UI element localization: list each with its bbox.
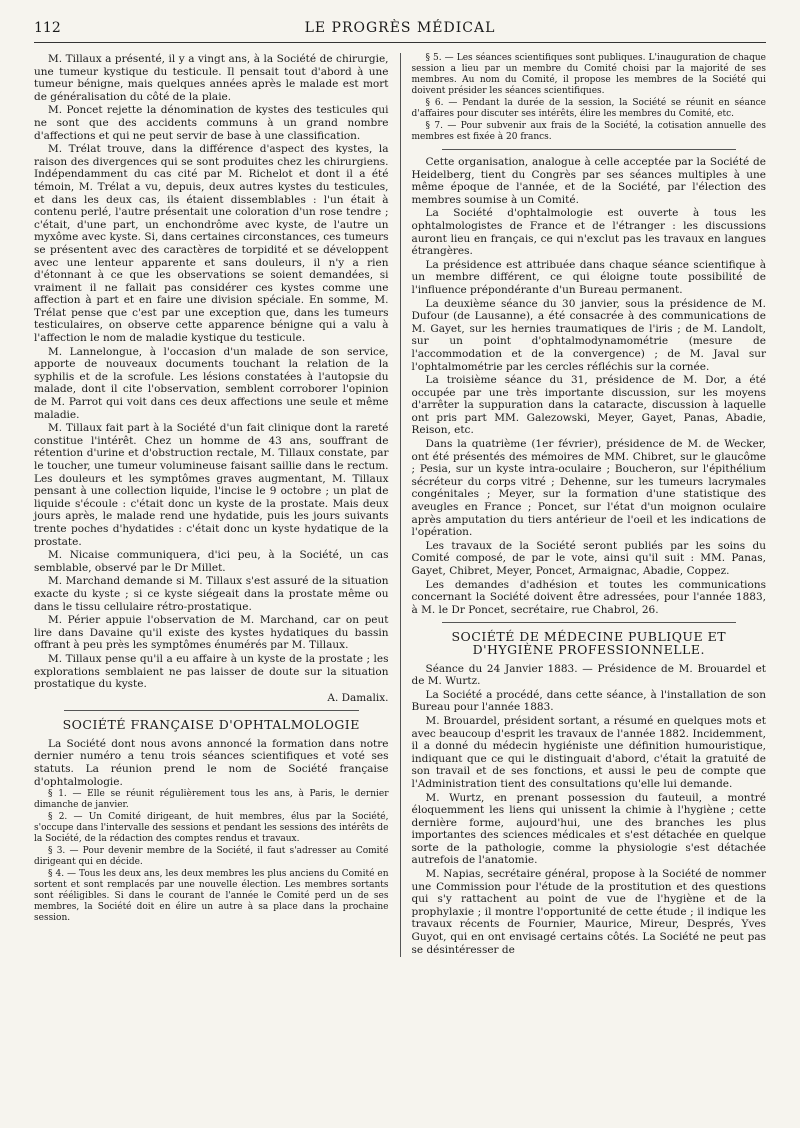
page-number: 112: [34, 20, 61, 36]
paragraph: La troisième séance du 31, présidence de M. Dor, a été occupée par une très importante discussion, sur les moyens d'arrêter la suppuration dans la cataracte, discussion à laquelle ont pris part MM. Galezowski, Meyer, Gayet, Panas, Abadie, Reison, etc.: [411, 374, 766, 437]
section-divider: [442, 622, 737, 623]
paragraph: La présidence est attribuée dans chaque séance scientifique à un membre différent, ce qui éloigne toute possibilité de l'influence prépondérante d'un Bureau permanent.: [411, 258, 766, 296]
paragraph: Les demandes d'adhésion et toutes les communications concernant la Société doivent être adressées, pour l'année 1883, à M. le Dr Poncet, secrétaire, rue Chabrol, 26.: [411, 578, 766, 616]
paragraph: La deuxième séance du 30 janvier, sous la présidence de M. Dufour (de Lausanne), a été consacrée à des communications de M. Gayet, sur les hernies traumatiques de l'iris ; de M. Landolt, sur un point d'ophtalmodynamométrie (mesure de l'accommodation et de la convergence) ; de M. Javal sur l'ophtalmométrie par les cercles réfléchis sur la cornée.: [411, 297, 766, 373]
paragraph: M. Brouardel, président sortant, a résumé en quelques mots et avec beaucoup d'esprit les travaux de l'année 1882. Incidemment, il a donné du médecin hygiéniste une définition humouristique, indiquant que ce qui le distinguait d'abord, c'était la gratuité de son travail et de ses fonctions, et aussi le peu de compte que l'Administration tient des consultations qu'elle lui demande.: [411, 714, 766, 790]
paragraph: La Société d'ophtalmologie est ouverte à tous les ophtalmologistes de France et de l'étranger : les discussions auront lieu en français, ce qui n'exclut pas les travaux en langues étrangères.: [411, 207, 766, 258]
right-column: [401, 53, 767, 957]
paragraph: M. Napias, secrétaire général, propose à la Société de nommer une Commission pour l'étude de la prostitution et des questions qui s'y rattachent au point de vue de l'hygiène et de la prophylaxie ; il montre l'opportunité de cette étude ; il indique les travaux récents de Fournier, Maurice, Mireur, Després, Yves Guyot, qui en ont envisagé certains côtés. La Société ne peut pas se désintéresser de: [411, 868, 766, 956]
section-divider: [442, 149, 737, 150]
paragraph: M. Nicaise communiquera, d'ici peu, à la Société, un cas semblable, observé par le Dr Millet.: [34, 549, 389, 574]
paragraph: M. Lannelongue, à l'occasion d'un malade de son service, apporte de nouveaux documents touchant la relation de la syphilis et de la scrofule. Les lésions constatées à l'autopsie du malade, dont il cite l'observation, semblent corroborer l'opinion de M. Parrot qui voit dans ces deux affections une seule et même maladie.: [34, 345, 389, 421]
statute-article: § 5. — Les séances scientifiques sont publiques. L'inauguration de chaque session a lieu par un membre du Comité choisi par la majorité de ses membres. Au nom du Comité, il propose les membres de la Société qui doivent présider les séances scientifiques.: [411, 53, 766, 96]
statute-article: § 1. — Elle se réunit régulièrement tous les ans, à Paris, le dernier dimanche de janvier.: [34, 789, 389, 811]
section-divider: [64, 710, 359, 711]
statute-article: § 7. — Pour subvenir aux frais de la Société, la cotisation annuelle des membres est fixée à 20 francs.: [411, 121, 766, 142]
page-header: [34, 20, 766, 43]
paragraph: M. Tillaux a présenté, il y a vingt ans, à la Société de chirurgie, une tumeur kystique du testicule. Il pensait tout d'abord à une tumeur bénigne, mais quelques années après le malade est mort de généralisation du côté de la plaie.: [34, 53, 389, 103]
text-columns: [34, 53, 766, 957]
running-title: LE PROGRÈS MÉDICAL: [304, 20, 496, 36]
paragraph: Cette organisation, analogue à celle acceptée par la Société de Heidelberg, tient du Congrès par ses séances multiples à une même époque de l'année, et de la Société, par l'élection des membres soumise à un Comité.: [411, 156, 766, 206]
author-signature: A. Damalix.: [327, 691, 389, 704]
paragraph: M. Tillaux pense qu'il a eu affaire à un kyste de la prostate ; les explorations semblaient ne pas laisser de doute sur la situation prostatique du kyste.: [34, 652, 389, 691]
paragraph: M. Périer appuie l'observation de M. Marchand, car on peut lire dans Davaine qu'il existe des kystes hydatiques du bassin offrant à peu près les symptômes énumérés par M. Tillaux.: [34, 614, 389, 652]
statute-article: § 2. — Un Comité dirigeant, de huit membres, élus par la Société, s'occupe dans l'intervalle des sessions et pendant les sessions des intérêts de la Société, de la rédaction des comptes rendus et travaux.: [34, 812, 389, 845]
paragraph: M. Wurtz, en prenant possession du fauteuil, a montré éloquemment les liens qui unissent la chimie à l'hygiène ; cette dernière forme, aujourd'hui, une des branches les plus importantes des sciences médicales et s'est détachée en quelque sorte de la pathologie, comme la physiologie s'est détachée autrefois de l'anatomie.: [411, 791, 766, 867]
paragraph: Dans la quatrième (1er février), présidence de M. de Wecker, ont été présentés des mémoires de MM. Chibret, sur le glaucôme ; Pesia, sur un kyste intra-oculaire ; Boucheron, sur l'épithélium sécréteur du corps vitré ; Dehenne, sur les tumeurs lacrymales congénitales ; Meyer, sur la formation d'une statistique des aveugles en France ; Poncet, sur l'état d'un moignon oculaire après amputation du tiers antérieur de l'oeil et les indications de l'opération.: [411, 438, 766, 539]
statute-article: § 3. — Pour devenir membre de la Société, il faut s'adresser au Comité dirigeant qui en décide.: [34, 846, 389, 868]
paragraph: M. Poncet rejette la dénomination de kystes des testicules qui ne sont que des accidents communs à un grand nombre d'affections et qui ne peut servir de base à une classification.: [34, 104, 389, 142]
paragraph: M. Marchand demande si M. Tillaux s'est assuré de la situation exacte du kyste ; si ce kyste siégeait dans la prostate même ou dans le tissu cellulaire rétro-prostatique.: [34, 575, 389, 613]
paragraph: M. Tillaux fait part à la Société d'un fait clinique dont la rareté constitue l'intérêt. Chez un homme de 43 ans, souffrant de rétention d'urine et d'obstruction rectale, M. Tillaux constate, par le toucher, une tumeur volumineuse faisant saillie dans le rectum. Les douleurs et les symptômes graves augmentant, M. Tillaux pensant à une collection liquide, l'incise le 9 octobre ; un plat de liquide s'écoule : c'était donc un kyste de la prostate. Mais deux jours après, le malade rend une hydatide, puis les jours suivants trente poches d'hydatides : c'était donc un kyste hydatique de la prostate.: [34, 422, 389, 548]
paragraph: M. Trélat trouve, dans la différence d'aspect des kystes, la raison des divergences qui se sont produites chez les chirurgiens. Indépendamment du cas cité par M. Richelot et dont il a été témoin, M. Trélat a vu, depuis, deux autres kystes du testicules, et dans les deux cas, ils étaient dissemblables : l'un était à contenu perlé, l'autre présentait une coloration d'un rose tendre ; c'était, d'une part, un enchondrôme avec kyste, de l'autre un myxôme avec kyste. Si, dans certaines circonstances, ces tumeurs se présentent avec des caractères de torpidité et se développent avec une lenteur apparente et sans douleurs, il n'y a rien d'étonnant à ce que les observations se soient demandées, si vraiment il ne fallait pas considérer ces kystes comme une affection à part et en faire une division spéciale. En somme, M. Trélat pense que c'est par une exception que, dans les tumeurs testiculaires, on observe cette apparence bénigne qui a valu à l'affection le nom de maladie kystique du testicule.: [34, 143, 389, 345]
statute-article: § 6. — Pendant la durée de la session, la Société se réunit en séance d'affaires pour discuter ses intérêts, élire les membres du Comité, etc.: [411, 98, 766, 119]
statute-article: § 4. — Tous les deux ans, les deux membres les plus anciens du Comité en sortent et sont remplacés par une nouvelle élection. Les membres sortants sont rééligibles. Si dans le courant de l'année le Comité perd un de ses membres, la Société doit en élire un autre à sa place dans la prochaine session.: [34, 869, 389, 924]
paragraph: La Société dont nous avons annoncé la formation dans notre dernier numéro a tenu trois séances scientifiques et voté ses statuts. La réunion prend le nom de Société française d'ophtalmologie.: [34, 737, 389, 788]
paragraph: La Société a procédé, dans cette séance, à l'installation de son Bureau pour l'année 1883.: [411, 688, 766, 714]
section-title: SOCIÉTÉ FRANÇAISE D'OPHTALMOLOGIE: [62, 717, 360, 733]
paragraph: Les travaux de la Société seront publiés par les soins du Comité composé, de par le vote, ainsi qu'il suit : MM. Panas, Gayet, Chibret, Meyer, Poncet, Armaignac, Abadie, Coppez.: [411, 539, 766, 577]
section-title: SOCIÉTÉ DE MÉDECINE PUBLIQUE ET D'HYGIÈNE PROFESSIONNELLE.: [451, 629, 727, 657]
session-line: Séance du 24 Janvier 1883. — Présidence de M. Brouardel et de M. Wurtz.: [411, 662, 766, 688]
left-column: [34, 53, 401, 957]
